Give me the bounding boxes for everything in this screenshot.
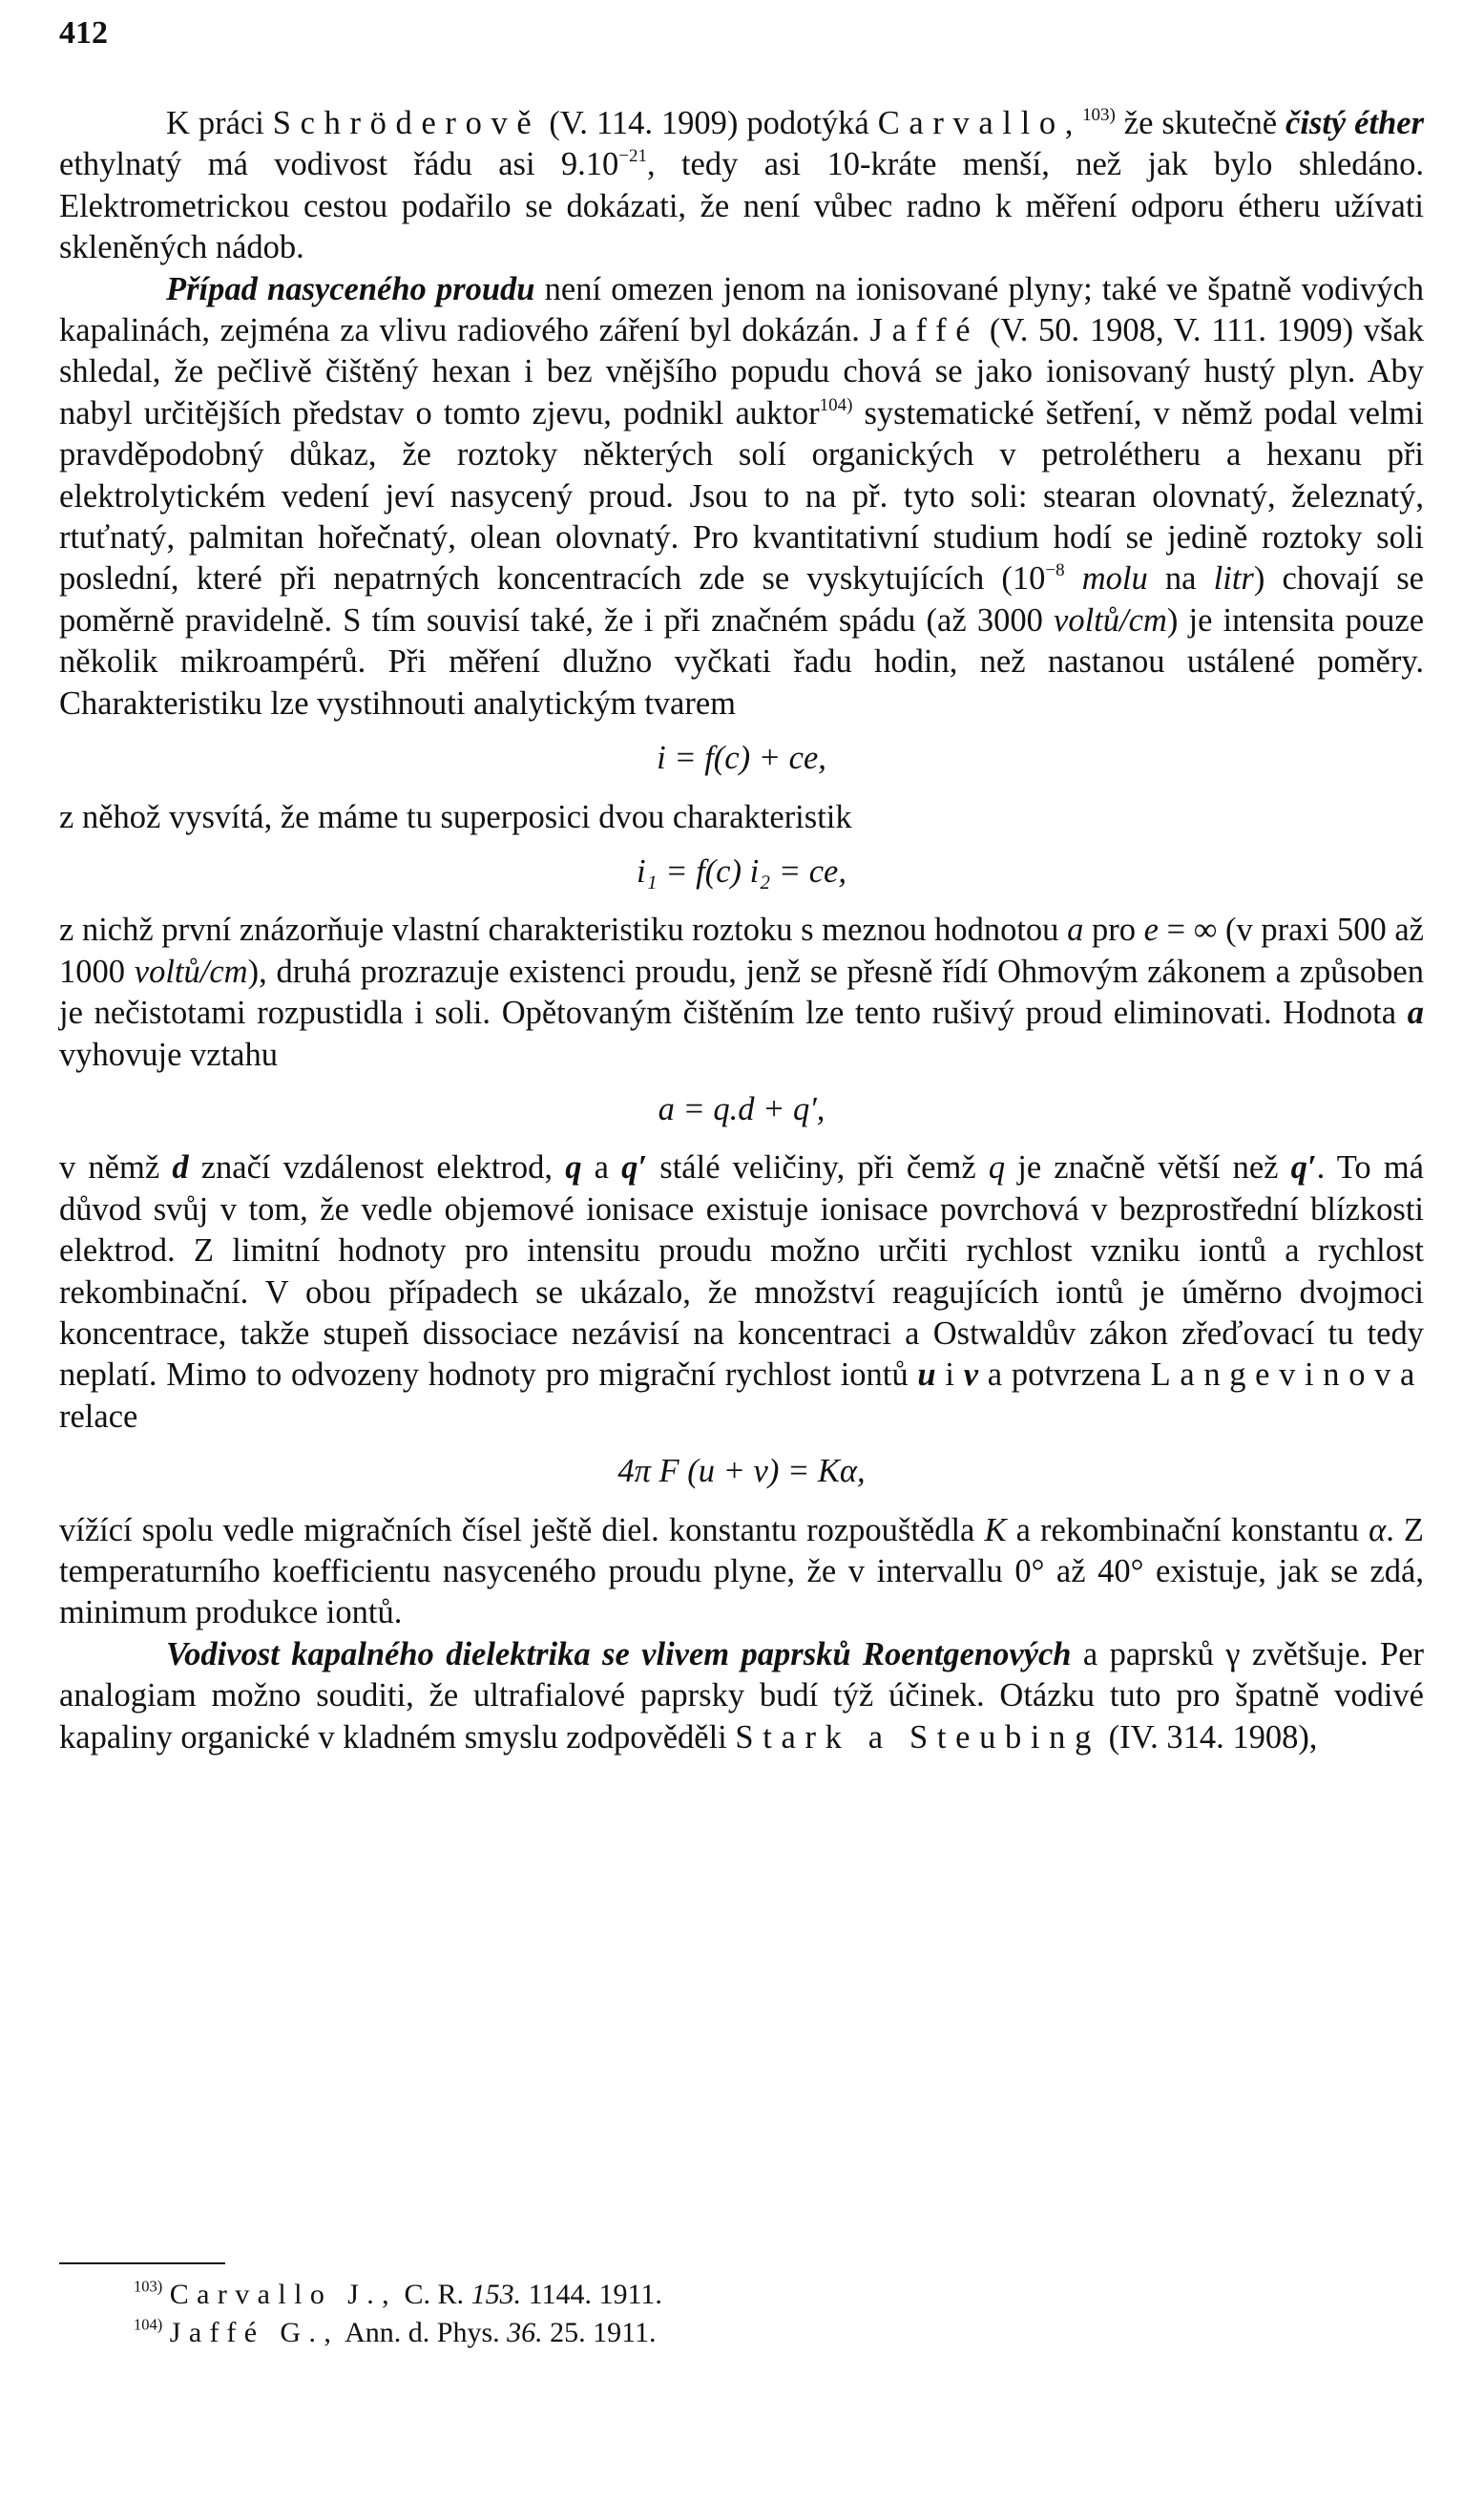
text-run: . To má důvod svůj v tom, že vedle objemové ionisace existuje ionisace povrchová v bezprostřední blízkosti elektrod. Z limitní hodnoty pro intensitu proudu možno určiti rychlost vzniku iontů a rychlost rekombinační. V obou případech se ukázalo, že množství reagujících iontů je úměrno dvojmoci koncentrace, takže stupeň dissociace nezávisí na koncentraci a Ostwaldův zákon zřeďovací tu tedy neplatí. Mimo to odvozeny hodnoty pro migrační rychlost iontů [59, 1149, 1424, 1394]
text-run: i [935, 1356, 964, 1394]
text-run: a rekombinační konstantu [1006, 1511, 1369, 1548]
footnote-source: C. R. [397, 2279, 471, 2310]
text-run: relace [59, 1398, 138, 1435]
text-run: (V. 50. 1908, V. 111. 1909) však shledal, že pečlivě čištěný hexan i bez vnějšího popudu chová se jako ionisovaný hustý plyn. Aby nabyl určitějších představ o tomto zjevu, podnikl auktor [59, 312, 1425, 431]
paragraph [59, 910, 1424, 1076]
footnote-103 [134, 2276, 662, 2314]
footnote-author: Jaffé G., [169, 2317, 340, 2348]
text-run: na [1147, 560, 1214, 598]
text-run: , tedy asi 10-kráte menší, než jak bylo shledáno. Elektrometrickou cestou podařilo se dokázati, že není vůbec radno k měření odporu étheru užívati skleněných nádob. [59, 146, 1424, 266]
footnote-rule [59, 2262, 225, 2264]
text-run: ), druhá prozrazuje existenci proudu, jenž se přesně řídí Ohmovým zákonem a způsoben je nečistotami rozpustidla i soli. Opětovaným čištěním lze tento rušivý proud eliminovati. Hodnota [59, 953, 1424, 1032]
footnote-mark: 103) [134, 2277, 163, 2296]
text-run: a paprsků γ zvětšuje. Per analogiam možno souditi, že ultrafialové paprsky budí týž účinek. Otázku tuto pro špatně vodivé kapaliny organické v kladném smyslu zodpověděli [59, 1635, 1424, 1756]
footnote-volume: 153. [470, 2279, 522, 2310]
emphasis-text: d [172, 1149, 189, 1187]
superscript: −8 [1045, 560, 1065, 581]
text-run: že skutečně [1115, 105, 1286, 141]
text-run: ) chovají se poměrně pravidelně. S tím souvisí také, že i při značném spádu (až 3000 [59, 560, 1424, 639]
text-run: pro [1083, 912, 1144, 949]
author-name: Jaffé [869, 312, 980, 349]
emphasis-text: α [1369, 1511, 1387, 1548]
paragraph [59, 1147, 1424, 1438]
text-run: není omezen jenom na ionisované plyny; také ve špatně vodivých kapalinách, zejména za vlivu radiového záření byl dokázán. [59, 270, 1425, 349]
paragraph [59, 269, 1424, 725]
text-run: z nichž první znázorňuje vlastní charakteristiku roztoku s meznou hodnotou [59, 912, 1068, 949]
text-run: a [581, 1149, 622, 1187]
emphasis-text: q [988, 1149, 1006, 1187]
footnote-mark: 104) [134, 2315, 163, 2334]
text-run: (IV. 314. 1908), [1100, 1718, 1318, 1756]
text-run: a potvrzena [978, 1356, 1151, 1394]
text-run: vížící spolu vedle migračních čísel ještě diel. konstantu rozpouštědla [59, 1511, 985, 1548]
text-run: v němž [59, 1149, 173, 1187]
paragraph [59, 797, 1424, 838]
superscript: 104) [819, 394, 853, 415]
text-run: K práci [166, 105, 273, 141]
text-run [1065, 560, 1082, 597]
superscript: −21 [618, 146, 647, 167]
text-run: systematické šetření, v němž podal velmi pravděpodobný důkaz, že roztoky některých solí organických v petrolétheru a hexanu při elektrolytickém vedení jeví nasycený proud. Jsou to na př. tyto soli: stearan olovnatý, železnatý, rtuťnatý, palmitan hořečnatý, olean olovnatý. Pro kvantitativní studium hodí se jedině roztoky soli poslední, které při nepatrných koncentracích zde se vyskytujících (10 [59, 394, 1424, 598]
footnote-volume: 36. [507, 2317, 543, 2348]
footnote-pages: 25. 1911. [542, 2317, 657, 2348]
paragraph [59, 1634, 1424, 1758]
emphasis-text: q [565, 1149, 582, 1187]
text-run: z něhož vysvítá, že máme tu superposici dvou charakteristik [59, 798, 852, 835]
emphasis-text: voltů/cm [1054, 601, 1167, 639]
body-text [59, 103, 1424, 1758]
text-run: značí vzdálenost elektrod, [188, 1149, 566, 1187]
emphasis-text: v [963, 1356, 979, 1394]
author-name: Carvallo, [877, 105, 1083, 141]
superscript: 103) [1082, 104, 1116, 125]
text-run: . Z temperaturního koefficientu nasyceného proudu plyne, že v intervallu 0° až 40° existuje, jak se zdá, minimum produkce iontů. [59, 1511, 1425, 1631]
text-run: stálé veličiny, při čemž [647, 1149, 989, 1187]
emphasis-text: molu [1081, 560, 1148, 598]
text-run: (V. 114. 1909) podotýká [540, 105, 878, 141]
author-name: Langevinova [1150, 1356, 1424, 1394]
emphasis-text: Vodivost kapalného dielektrika se vlivem paprsků Roentgenových [166, 1635, 1072, 1672]
footnote-pages: 1144. 1911. [521, 2279, 662, 2310]
emphasis-text: litr [1213, 560, 1254, 598]
text-run: vyhovuje vztahu [59, 1036, 278, 1073]
text-run: ) je intensita pouze několik mikroampérů. Při měření dlužno vyčkati řadu hodin, než nastanou ustálené poměry. Charakteristiku lze vystihnouti analytickým tvarem [59, 601, 1425, 722]
author-name: Stark a Steubing [735, 1718, 1100, 1756]
equation: i = f(c) + ce, [657, 740, 826, 777]
emphasis-text: q′ [621, 1149, 648, 1187]
text-run: = ∞ (v praxi 500 až 1000 [59, 912, 1424, 990]
paragraph [59, 103, 1424, 269]
emphasis-text: a [1067, 912, 1084, 949]
text-run: ethylnatý má vodivost řádu asi 9.10 [59, 146, 619, 183]
paragraph [59, 1510, 1424, 1634]
emphasis-text: Případ nasyceného proudu [166, 270, 535, 307]
equation: a = q.d + q′, [658, 1090, 826, 1127]
author-name: Schröderově [272, 105, 541, 141]
text-run: je značně větší než [1005, 1149, 1291, 1187]
page-number: 412 [59, 15, 108, 51]
footnote-104 [134, 2314, 657, 2352]
emphasis-text: čistý éther [1285, 105, 1425, 141]
emphasis-text: a [1407, 995, 1424, 1032]
footnote-author: Carvallo J., [169, 2279, 398, 2310]
equation: 4π F (u + v) = Kα, [617, 1453, 866, 1490]
emphasis-text: q′ [1290, 1149, 1317, 1187]
emphasis-text: e [1143, 912, 1159, 949]
footnote-source: Ann. d. Phys. [339, 2317, 508, 2348]
emphasis-text: voltů/cm [134, 953, 248, 990]
equation: i₁ = f(c) i₂ = ce, [637, 852, 847, 890]
emphasis-text: K [984, 1511, 1007, 1548]
emphasis-text: u [917, 1356, 936, 1394]
